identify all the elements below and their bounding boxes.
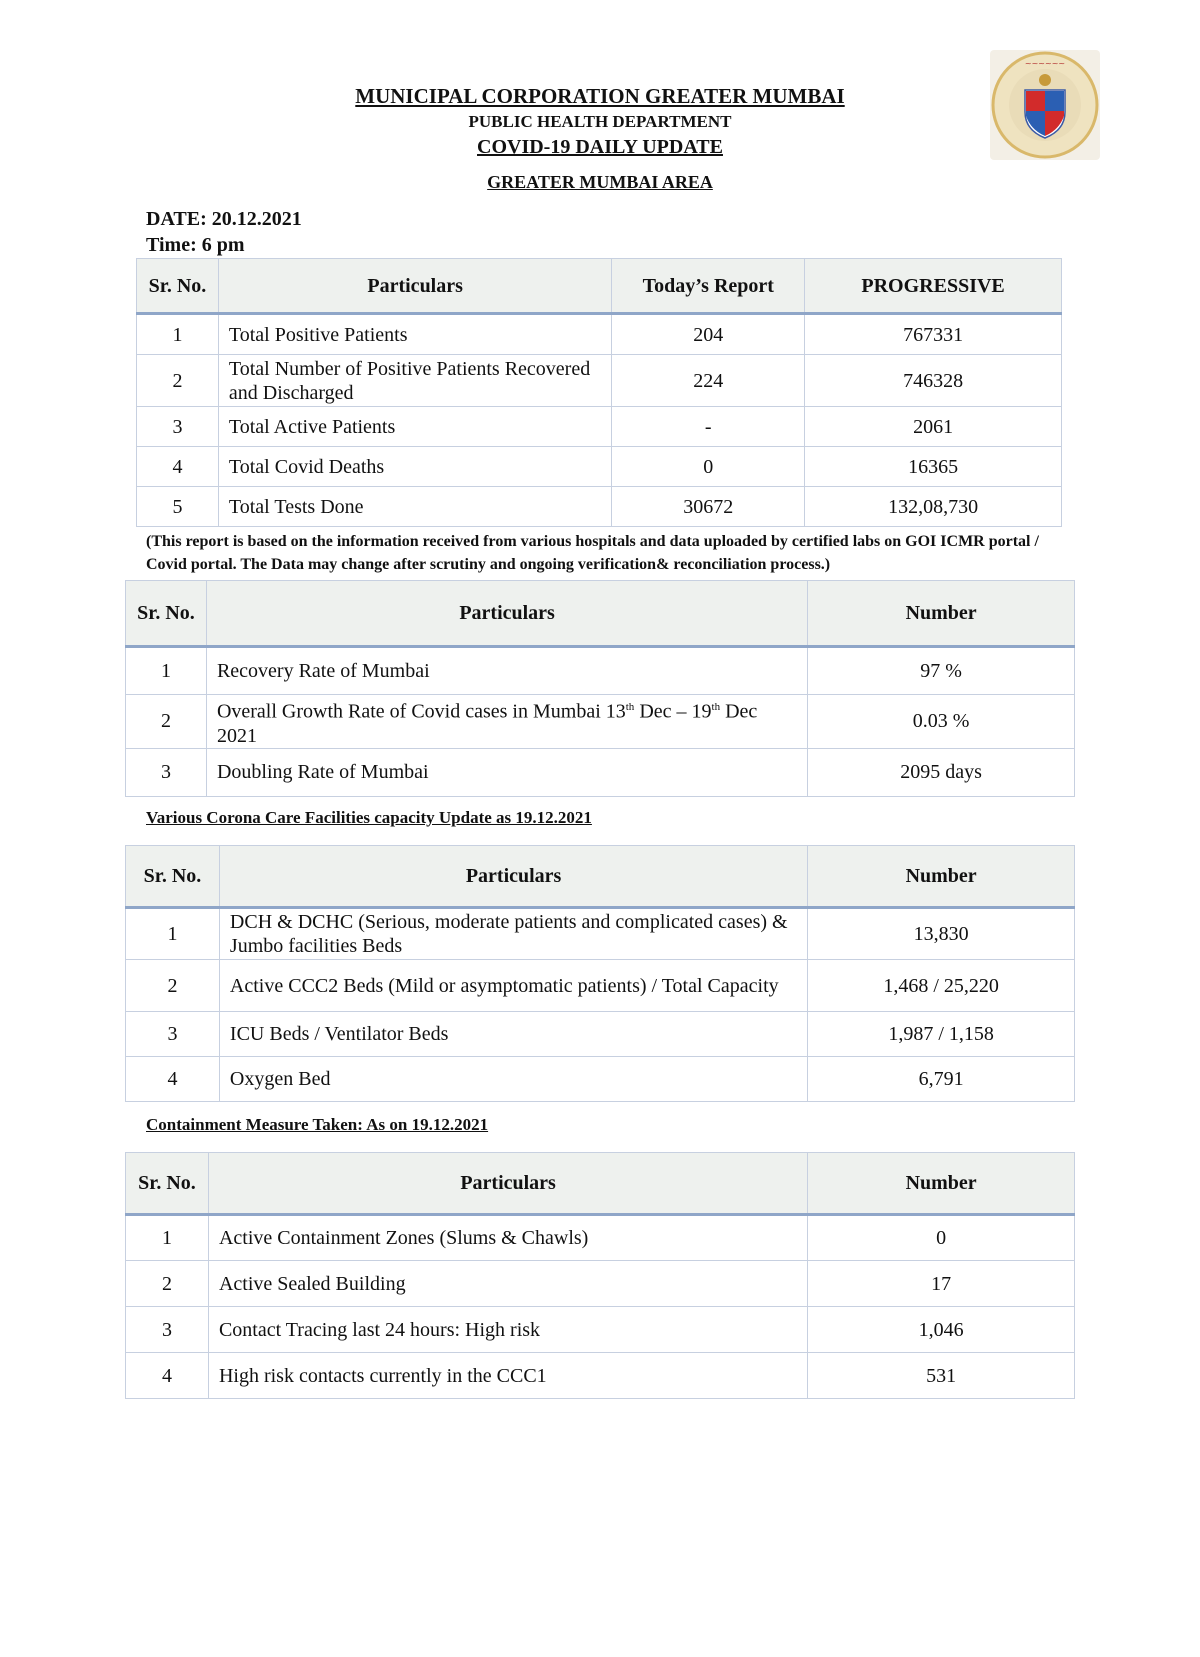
rates-table bbox=[125, 580, 1075, 797]
department-title: PUBLIC HEALTH DEPARTMENT bbox=[468, 112, 732, 131]
sr-no: 1 bbox=[126, 1215, 209, 1261]
daily-summary-table bbox=[136, 258, 1062, 527]
number: 1,046 bbox=[808, 1307, 1075, 1353]
number: 13,830 bbox=[808, 908, 1075, 960]
sr-no: 4 bbox=[126, 1353, 209, 1399]
todays-report: 30672 bbox=[612, 487, 805, 527]
col-header-particulars: Particulars bbox=[206, 581, 807, 647]
table-row bbox=[126, 748, 1075, 796]
col-header-sr-no: Sr. No. bbox=[137, 259, 219, 314]
sr-no: 2 bbox=[126, 1261, 209, 1307]
sr-no: 1 bbox=[126, 647, 207, 695]
col-header-todays-report: Today’s Report bbox=[612, 259, 805, 314]
table-row bbox=[126, 695, 1075, 749]
table-row bbox=[137, 314, 1062, 355]
number: 1,987 / 1,158 bbox=[808, 1012, 1075, 1057]
sr-no: 2 bbox=[126, 695, 207, 749]
number: 2095 days bbox=[808, 748, 1075, 796]
table-row bbox=[126, 1012, 1075, 1057]
particular: Active Containment Zones (Slums & Chawls) bbox=[208, 1215, 807, 1261]
report-title: COVID-19 DAILY UPDATE bbox=[477, 136, 723, 158]
sr-no: 3 bbox=[126, 1307, 209, 1353]
todays-report: - bbox=[612, 407, 805, 447]
col-header-number: Number bbox=[808, 1153, 1075, 1215]
col-header-particulars: Particulars bbox=[208, 1153, 807, 1215]
table-row bbox=[137, 355, 1062, 407]
number: 531 bbox=[808, 1353, 1075, 1399]
table-row bbox=[137, 407, 1062, 447]
sr-no: 4 bbox=[126, 1057, 220, 1102]
table-row bbox=[126, 960, 1075, 1012]
sr-no: 3 bbox=[137, 407, 219, 447]
bmc-emblem-logo-icon bbox=[990, 50, 1100, 160]
particular: Active CCC2 Beds (Mild or asymptomatic patients) / Total Capacity bbox=[219, 960, 807, 1012]
facilities-table bbox=[125, 845, 1075, 1102]
disclaimer-note: (This report is based on the information received from various hospitals and data uploaded by certified labs on GOI ICMR portal / Covid portal. The Data may change after scrutiny and ongoing verification& reconciliation process.) bbox=[146, 533, 1039, 573]
particular: Active Sealed Building bbox=[208, 1261, 807, 1307]
table-row bbox=[126, 1261, 1075, 1307]
sr-no: 2 bbox=[126, 960, 220, 1012]
sr-no: 3 bbox=[126, 1012, 220, 1057]
table-row bbox=[126, 1215, 1075, 1261]
table-row bbox=[126, 908, 1075, 960]
report-date: DATE: 20.12.2021 bbox=[146, 208, 302, 230]
facilities-section-heading: Various Corona Care Facilities capacity Update as 19.12.2021 bbox=[146, 808, 592, 827]
table-row bbox=[137, 487, 1062, 527]
particular: Recovery Rate of Mumbai bbox=[206, 647, 807, 695]
particular: DCH & DCHC (Serious, moderate patients and complicated cases) & Jumbo facilities Beds bbox=[219, 908, 807, 960]
col-header-particulars: Particulars bbox=[219, 846, 807, 908]
number: 1,468 / 25,220 bbox=[808, 960, 1075, 1012]
number: 17 bbox=[808, 1261, 1075, 1307]
table-row bbox=[126, 1307, 1075, 1353]
particular: Oxygen Bed bbox=[219, 1057, 807, 1102]
number: 0.03 % bbox=[808, 695, 1075, 749]
sr-no: 1 bbox=[126, 908, 220, 960]
particular: Total Active Patients bbox=[218, 407, 611, 447]
area-title: GREATER MUMBAI AREA bbox=[487, 172, 713, 192]
col-header-number: Number bbox=[808, 581, 1075, 647]
particular: High risk contacts currently in the CCC1 bbox=[208, 1353, 807, 1399]
table-row bbox=[126, 1057, 1075, 1102]
progressive: 16365 bbox=[805, 447, 1062, 487]
containment-section-heading: Containment Measure Taken: As on 19.12.2021 bbox=[146, 1115, 489, 1134]
col-header-number: Number bbox=[808, 846, 1075, 908]
progressive: 746328 bbox=[805, 355, 1062, 407]
organization-title: MUNICIPAL CORPORATION GREATER MUMBAI bbox=[355, 84, 845, 108]
todays-report: 224 bbox=[612, 355, 805, 407]
number: 97 % bbox=[808, 647, 1075, 695]
particular: Doubling Rate of Mumbai bbox=[206, 748, 807, 796]
progressive: 132,08,730 bbox=[805, 487, 1062, 527]
number: 0 bbox=[808, 1215, 1075, 1261]
number: 6,791 bbox=[808, 1057, 1075, 1102]
col-header-particulars: Particulars bbox=[218, 259, 611, 314]
progressive: 2061 bbox=[805, 407, 1062, 447]
todays-report: 0 bbox=[612, 447, 805, 487]
svg-text:~~~~~~: ~~~~~~ bbox=[1024, 59, 1066, 68]
col-header-sr-no: Sr. No. bbox=[126, 581, 207, 647]
col-header-sr-no: Sr. No. bbox=[126, 846, 220, 908]
progressive: 767331 bbox=[805, 314, 1062, 355]
particular: Overall Growth Rate of Covid cases in Mumbai 13th Dec – 19th Dec 2021 bbox=[206, 695, 807, 749]
table-row bbox=[126, 1353, 1075, 1399]
table-row bbox=[126, 647, 1075, 695]
sr-no: 2 bbox=[137, 355, 219, 407]
sr-no: 1 bbox=[137, 314, 219, 355]
col-header-progressive: PROGRESSIVE bbox=[805, 259, 1062, 314]
particular: ICU Beds / Ventilator Beds bbox=[219, 1012, 807, 1057]
sr-no: 4 bbox=[137, 447, 219, 487]
todays-report: 204 bbox=[612, 314, 805, 355]
sr-no: 3 bbox=[126, 748, 207, 796]
report-time: Time: 6 pm bbox=[146, 234, 245, 256]
table-row bbox=[137, 447, 1062, 487]
particular: Contact Tracing last 24 hours: High risk bbox=[208, 1307, 807, 1353]
particular: Total Tests Done bbox=[218, 487, 611, 527]
particular: Total Covid Deaths bbox=[218, 447, 611, 487]
col-header-sr-no: Sr. No. bbox=[126, 1153, 209, 1215]
containment-table bbox=[125, 1152, 1075, 1399]
particular: Total Number of Positive Patients Recovered and Discharged bbox=[218, 355, 611, 407]
sr-no: 5 bbox=[137, 487, 219, 527]
particular: Total Positive Patients bbox=[218, 314, 611, 355]
